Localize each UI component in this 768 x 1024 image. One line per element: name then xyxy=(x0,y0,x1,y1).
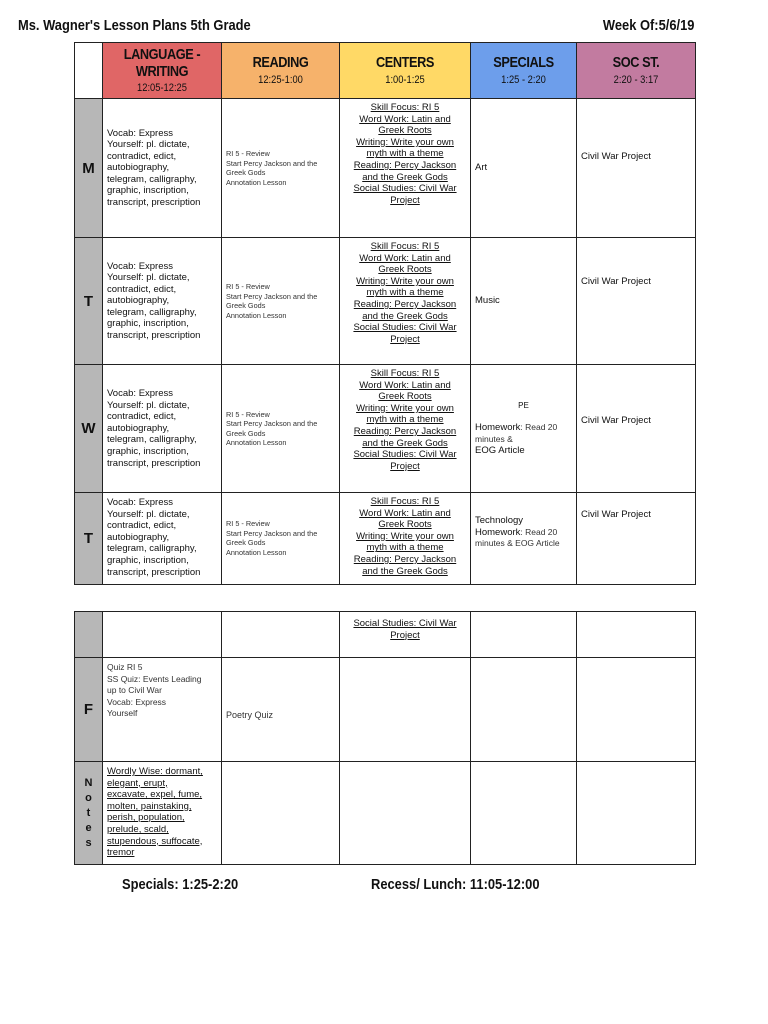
language-cell xyxy=(103,238,222,365)
text-line: Reading: Percy Jackson xyxy=(353,160,457,172)
text-line: Annotation Lesson xyxy=(226,547,287,557)
text-line: o xyxy=(85,791,92,804)
text-line: contradict, edict, xyxy=(107,411,177,423)
text-line: Project xyxy=(390,460,420,472)
page-title: Ms. Wagner's Lesson Plans 5th Grade xyxy=(18,17,251,34)
language-cell xyxy=(103,658,222,762)
text-line: Greek Gods xyxy=(226,428,266,438)
text-line: excavate, expel, fume, xyxy=(107,789,203,801)
text-line: RI 5 - Review xyxy=(226,409,270,419)
text-line: tremor xyxy=(107,847,135,859)
text-line: t xyxy=(86,806,91,819)
empty-cell xyxy=(577,612,696,658)
text-line: SS Quiz: Events Leading xyxy=(107,673,202,684)
empty-cell xyxy=(471,762,577,865)
text-line: Music xyxy=(475,295,500,307)
day-row-friday xyxy=(75,658,696,762)
language-cell xyxy=(103,99,222,238)
text-line: Greek Roots xyxy=(378,391,432,403)
socst-text: Civil War Project xyxy=(581,414,651,426)
specials-cell xyxy=(471,99,577,238)
text-line: RI 5 - Review xyxy=(226,282,270,292)
text-line: up to Civil War xyxy=(107,685,162,696)
text-line: Yourself: pl. dictate, xyxy=(107,139,190,151)
text-line: Social Studies: Civil War xyxy=(353,183,457,195)
text-line: transcript, prescription xyxy=(107,197,201,209)
text-line: Start Percy Jackson and the xyxy=(226,158,318,168)
text-line: telegram, calligraphy, xyxy=(107,543,197,555)
empty-cell xyxy=(577,762,696,865)
text-line: contradict, edict, xyxy=(107,283,177,295)
day-row-monday xyxy=(75,99,696,238)
socst-cell xyxy=(577,365,696,493)
socst-text: Civil War Project xyxy=(581,151,651,163)
centers-cell xyxy=(340,365,471,493)
reading-cell xyxy=(222,493,340,585)
text-line: Reading: Percy Jackson xyxy=(353,299,457,311)
col-header-centers: CENTERS 1:00-1:25 xyxy=(340,43,471,99)
text-line: graphic, inscription, xyxy=(107,555,189,567)
reading-cell xyxy=(222,99,340,238)
reading-cell xyxy=(222,658,340,762)
text-line: Yourself: pl. dictate, xyxy=(107,508,190,520)
text-line: Skill Focus: RI 5 xyxy=(370,241,440,253)
day-row-wednesday xyxy=(75,365,696,493)
text-line: Greek Roots xyxy=(378,519,432,531)
language-cell xyxy=(103,365,222,493)
specials-pe: PE xyxy=(518,401,529,411)
text-line: elegant, erupt, xyxy=(107,777,168,789)
week-label: Week Of:5/6/19 xyxy=(602,17,694,34)
homework-label: Homework xyxy=(475,422,521,433)
centers-cell xyxy=(340,493,471,585)
socst-cell xyxy=(577,99,696,238)
homework-label: Homework xyxy=(475,526,521,538)
day-label: T xyxy=(75,238,103,365)
text-line: Social Studies: Civil War xyxy=(353,449,457,461)
text-line: Social Studies: Civil War xyxy=(353,322,457,334)
empty-cell xyxy=(577,658,696,762)
text-line: Vocab: Express xyxy=(107,260,174,272)
socst-text: Civil War Project xyxy=(581,276,651,288)
day-label: T xyxy=(75,493,103,585)
recess-lunch-footer: Recess/ Lunch: 11:05-12:00 xyxy=(371,876,540,893)
notes-row xyxy=(75,762,696,865)
day-label: W xyxy=(75,365,103,493)
empty-cell xyxy=(222,612,340,658)
centers-cell xyxy=(340,238,471,365)
empty-cell xyxy=(471,658,577,762)
text-line: Project xyxy=(390,194,420,206)
text-line: telegram, calligraphy, xyxy=(107,434,197,446)
socst-cell xyxy=(577,238,696,365)
text-line: Vocab: Express xyxy=(107,127,174,139)
empty-cell xyxy=(471,612,577,658)
text-line: transcript, prescription xyxy=(107,566,201,578)
text-line: Reading: Percy Jackson xyxy=(353,554,457,566)
text-line: Greek Gods xyxy=(226,168,266,178)
text-line: s xyxy=(85,836,92,849)
text-line: transcript, prescription xyxy=(107,330,201,342)
specials-cell xyxy=(471,493,577,585)
text-line: and the Greek Gods xyxy=(362,171,448,183)
text-line: Project xyxy=(390,333,420,345)
col-header-socst: SOC ST. 2:20 - 3:17 xyxy=(577,43,696,99)
text-line: graphic, inscription, xyxy=(107,318,189,330)
language-cell xyxy=(103,493,222,585)
text-line: and the Greek Gods xyxy=(362,437,448,449)
text-line: molten, painstaking, xyxy=(107,800,192,812)
text-line: transcript, prescription xyxy=(107,457,201,469)
text-line: contradict, edict, xyxy=(107,520,177,532)
reading-cell xyxy=(222,238,340,365)
continued-row xyxy=(75,612,696,658)
text-line: RI 5 - Review xyxy=(226,519,270,529)
text-line: RI 5 - Review xyxy=(226,149,270,159)
empty-cell xyxy=(340,658,471,762)
text-line: Writing: Write your own xyxy=(356,402,454,414)
text-line: graphic, inscription, xyxy=(107,185,189,197)
text-line: Annotation Lesson xyxy=(226,438,287,448)
notes-label xyxy=(75,762,103,865)
homework-text: : Read 20 minutes & xyxy=(475,422,558,444)
text-line: Skill Focus: RI 5 xyxy=(370,368,440,380)
text-line: Start Percy Jackson and the xyxy=(226,528,318,538)
col-header-reading: READING 12:25-1:00 xyxy=(222,43,340,99)
day-label: F xyxy=(75,658,103,762)
homework-text: : Read 20 minutes & EOG Article xyxy=(475,526,560,549)
text-line: Project xyxy=(390,629,420,641)
reading-cell xyxy=(222,365,340,493)
text-line: Greek Gods xyxy=(226,301,266,311)
text-line: Writing: Write your own xyxy=(356,530,454,542)
text-line: Annotation Lesson xyxy=(226,177,287,187)
day-label: M xyxy=(75,99,103,238)
empty-cell xyxy=(340,762,471,865)
corner-cell xyxy=(75,43,103,99)
text-line: Word Work: Latin and xyxy=(359,252,451,264)
homework-text-2: EOG Article xyxy=(475,445,525,457)
text-line: Skill Focus: RI 5 xyxy=(370,102,440,114)
empty-cell xyxy=(103,612,222,658)
header-row xyxy=(75,43,696,99)
text-line: and the Greek Gods xyxy=(362,310,448,322)
text-line: prelude, scald, xyxy=(107,823,169,835)
text-line: autobiography, xyxy=(107,422,170,434)
text-line: autobiography, xyxy=(107,162,170,174)
text-line: Start Percy Jackson and the xyxy=(226,419,318,429)
text-line: contradict, edict, xyxy=(107,150,177,162)
specials-time-footer: Specials: 1:25-2:20 xyxy=(122,876,239,893)
day-row-thursday xyxy=(75,493,696,585)
text-line: myth with a theme xyxy=(366,148,444,160)
text-line: Greek Gods xyxy=(226,538,266,548)
notes-cell xyxy=(103,762,222,865)
text-line: Word Work: Latin and xyxy=(359,507,451,519)
text-line: myth with a theme xyxy=(366,414,444,426)
text-line: stupendous, suffocate, xyxy=(107,835,203,847)
centers-cell xyxy=(340,99,471,238)
specials-cell xyxy=(471,238,577,365)
text-line: Social Studies: Civil War xyxy=(353,618,457,629)
text-line: telegram, calligraphy, xyxy=(107,173,197,185)
socst-text: Civil War Project xyxy=(581,509,651,521)
text-line: Annotation Lesson xyxy=(226,310,287,320)
text-line: and the Greek Gods xyxy=(362,565,448,577)
text-line: Writing: Write your own xyxy=(356,275,454,287)
text-line: Quiz RI 5 xyxy=(107,662,143,672)
text-line: Word Work: Latin and xyxy=(359,113,451,125)
text-line: graphic, inscription, xyxy=(107,445,189,457)
text-line: Art xyxy=(475,162,488,174)
text-line: Writing: Write your own xyxy=(356,136,454,148)
text-line: autobiography, xyxy=(107,531,170,543)
text-line: Word Work: Latin and xyxy=(359,379,451,391)
empty-cell xyxy=(222,762,340,865)
day-label-empty xyxy=(75,612,103,658)
text-line: e xyxy=(85,821,92,834)
text-line: Yourself xyxy=(107,708,138,719)
col-header-specials: SPECIALS 1:25 - 2:20 xyxy=(471,43,577,99)
reading-text: Poetry Quiz xyxy=(226,709,274,720)
day-row-tuesday xyxy=(75,238,696,365)
text-line: Vocab: Express xyxy=(107,497,174,509)
text-line: Wordly Wise: dormant, xyxy=(107,766,203,777)
text-line: myth with a theme xyxy=(366,542,444,554)
specials-technology: Technology xyxy=(475,515,524,527)
centers-cell-continued xyxy=(340,612,471,658)
text-line: Yourself: pl. dictate, xyxy=(107,272,190,284)
lesson-plan-table xyxy=(74,42,696,585)
text-line: Skill Focus: RI 5 xyxy=(370,496,440,508)
text-line: myth with a theme xyxy=(366,287,444,299)
socst-cell xyxy=(577,493,696,585)
text-line: N xyxy=(84,776,93,789)
specials-cell xyxy=(471,365,577,493)
col-header-language: LANGUAGE - WRITING 12:05-12:25 xyxy=(103,43,222,99)
text-line: autobiography, xyxy=(107,295,170,307)
text-line: Reading: Percy Jackson xyxy=(353,426,457,438)
text-line: Greek Roots xyxy=(378,264,432,276)
text-line: Vocab: Express xyxy=(107,388,174,400)
text-line: Greek Roots xyxy=(378,125,432,137)
text-line: Start Percy Jackson and the xyxy=(226,291,318,301)
text-line: Vocab: Express xyxy=(107,696,167,707)
text-line: telegram, calligraphy, xyxy=(107,306,197,318)
lesson-plan-table-continued xyxy=(74,611,696,865)
text-line: perish, population, xyxy=(107,812,185,824)
text-line: Yourself: pl. dictate, xyxy=(107,399,190,411)
